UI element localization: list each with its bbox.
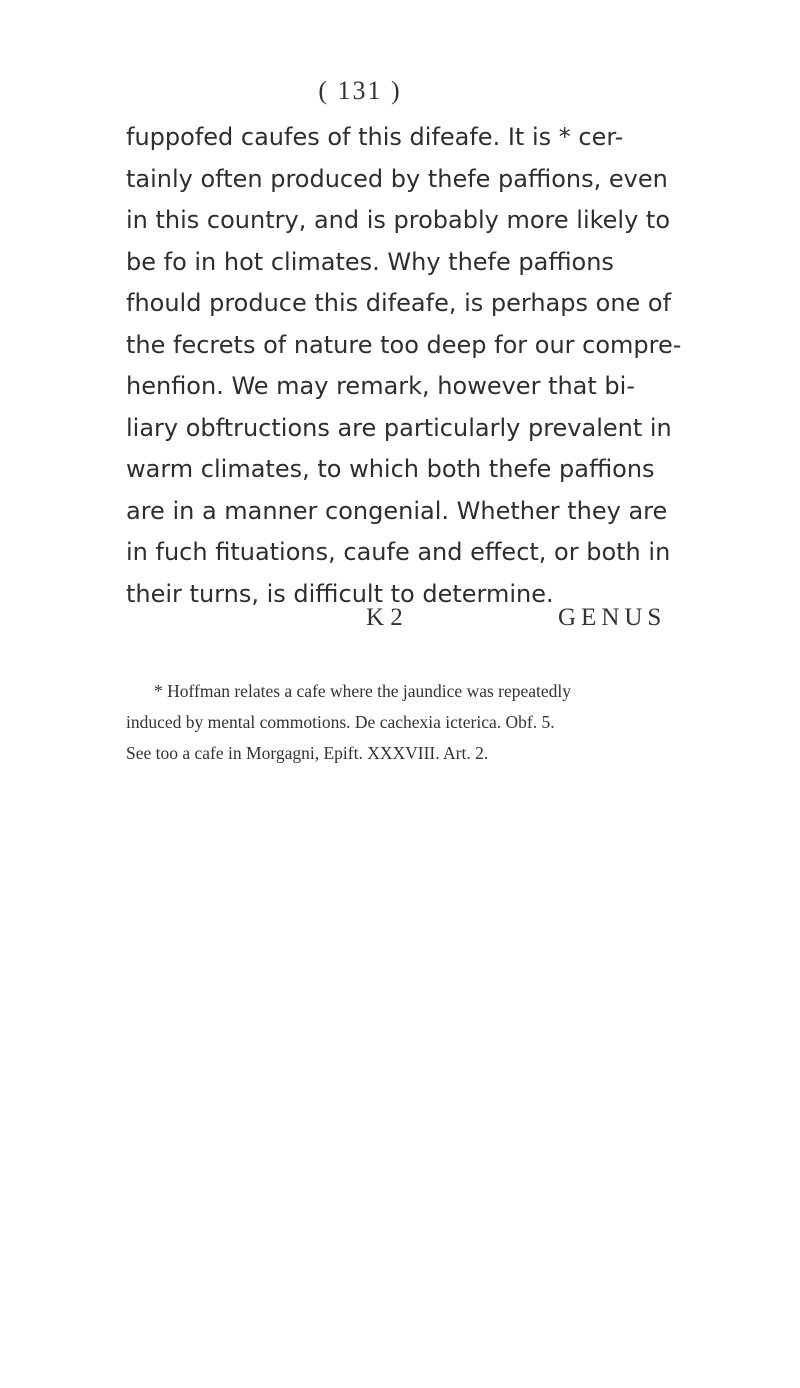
catchword: GENUS <box>558 604 667 631</box>
signature-mark: K 2 <box>366 604 403 631</box>
body-line: liary obftructions are particularly prevalent in <box>126 413 672 442</box>
body-line: fhould produce this difeafe, is perhaps one of <box>126 289 672 317</box>
body-paragraph <box>126 117 726 615</box>
body-line: be fo in hot climates. Why thefe paffions <box>126 247 614 276</box>
footnote-line: induced by mental commotions. De cachexia icterica. Obf. 5. <box>126 712 555 732</box>
body-line: in this country, and is probably more likely to <box>126 206 671 234</box>
body-line: their turns, is difficult to determine. <box>126 579 554 608</box>
footnote-line: See too a cafe in Morgagni, Epift. XXXVIII. Art. 2. <box>126 743 489 763</box>
footnote <box>126 676 746 769</box>
page-number: ( 131 ) <box>318 76 402 105</box>
signature-catchword-row <box>126 604 726 644</box>
body-line: in fuch fituations, caufe and effect, or both in <box>126 538 671 566</box>
footnote-line: * Hoffman relates a cafe where the jaundice was repeatedly <box>154 681 572 701</box>
body-line: the fecrets of nature too deep for our compre- <box>126 330 682 359</box>
body-line: fuppofed caufes of this difeafe. It is * cer- <box>126 123 624 151</box>
body-line: are in a manner congenial. Whether they are <box>126 496 668 525</box>
body-line: tainly often produced by thefe paffions, even <box>126 164 668 193</box>
body-line: warm climates, to which both thefe paffions <box>126 455 655 483</box>
body-line: henfion. We may remark, however that bi- <box>126 372 635 400</box>
